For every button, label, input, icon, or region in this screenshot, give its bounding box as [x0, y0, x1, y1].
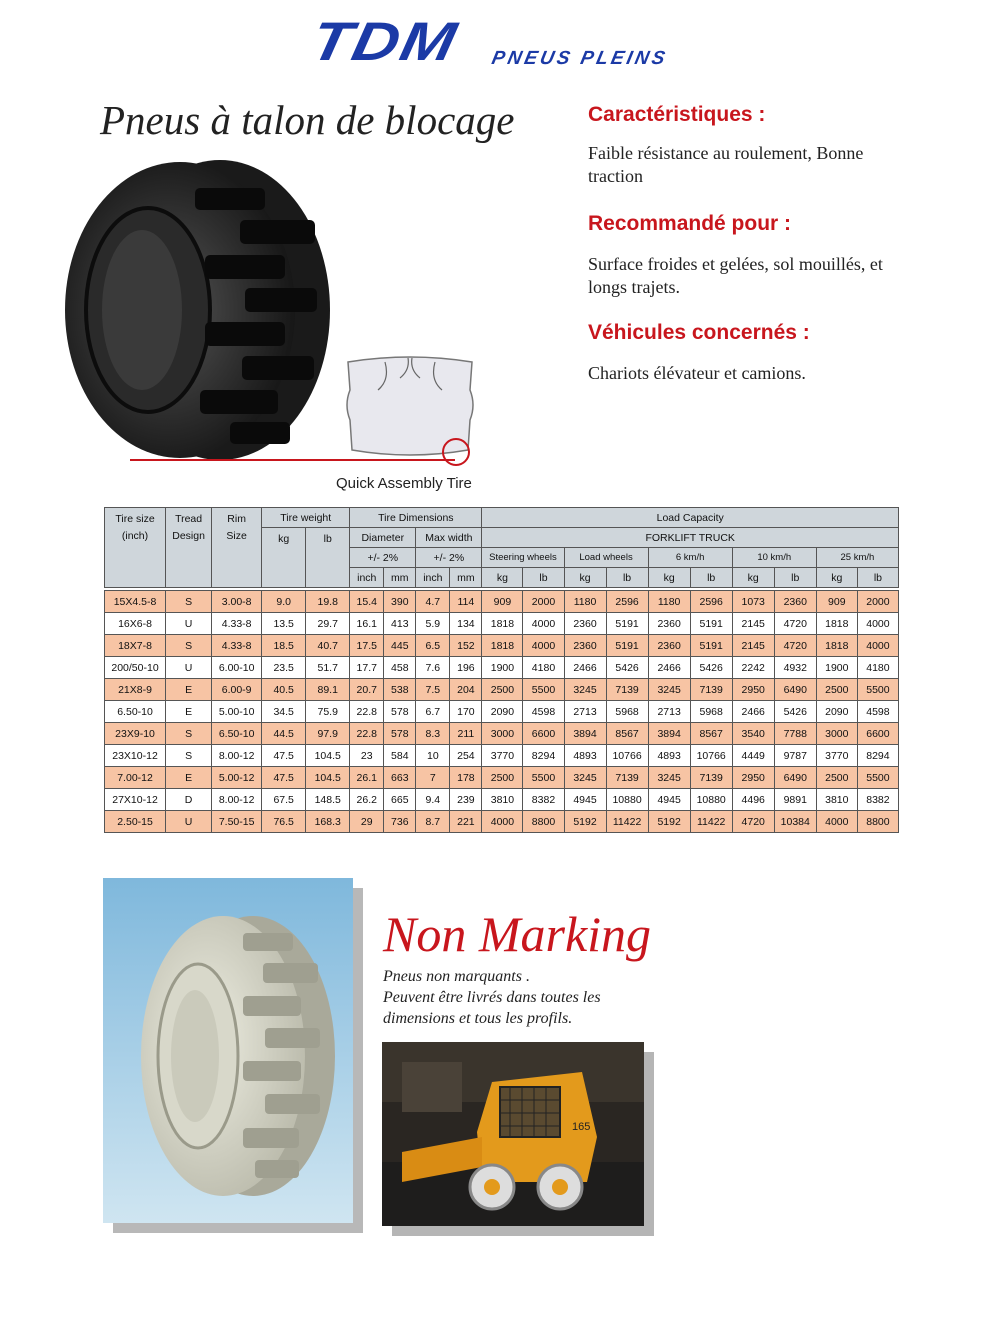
table-cell: 40.5 [262, 679, 306, 701]
table-cell: 114 [450, 591, 482, 613]
table-cell: 4000 [857, 635, 898, 657]
header-diameter: Diameter [350, 528, 416, 548]
brand-logo [305, 10, 698, 76]
table-cell: 2000 [523, 591, 564, 613]
table-cell: 4000 [523, 613, 564, 635]
table-cell: 5968 [690, 701, 732, 723]
header-unit: lb [774, 568, 816, 588]
table-cell: 2145 [732, 635, 774, 657]
table-cell: 663 [384, 767, 416, 789]
table-cell: 3770 [816, 745, 857, 767]
table-cell: 4496 [732, 789, 774, 811]
table-cell: 3894 [564, 723, 606, 745]
table-cell: 4180 [857, 657, 898, 679]
header-unit: mm [384, 568, 416, 588]
table-cell: 6.50-10 [105, 701, 166, 723]
table-cell: 1818 [482, 613, 523, 635]
table-cell: 3.00-8 [212, 591, 262, 613]
table-cell: 3810 [816, 789, 857, 811]
table-cell: 8382 [523, 789, 564, 811]
table-cell: 6.50-10 [212, 723, 262, 745]
table-cell: S [166, 635, 212, 657]
table-row [105, 745, 899, 767]
skid-steer-loader-photo [382, 1042, 644, 1226]
table-cell: 3540 [732, 723, 774, 745]
table-cell: 104.5 [306, 767, 350, 789]
table-cell: 9.0 [262, 591, 306, 613]
table-cell: 2242 [732, 657, 774, 679]
table-cell: 3770 [482, 745, 523, 767]
table-cell: 909 [482, 591, 523, 613]
table-cell: 170 [450, 701, 482, 723]
diagram-label: Quick Assembly Tire [336, 475, 472, 492]
table-cell: 75.9 [306, 701, 350, 723]
header-unit: lb [523, 568, 564, 588]
table-cell: 23.5 [262, 657, 306, 679]
table-cell: 3245 [648, 679, 690, 701]
table-cell: 8.00-12 [212, 745, 262, 767]
table-cell: 2950 [732, 679, 774, 701]
table-cell: 10880 [606, 789, 648, 811]
table-cell: 8800 [523, 811, 564, 833]
table-cell: 5191 [606, 635, 648, 657]
table-cell: 9.4 [416, 789, 450, 811]
header-max-width: Max width [416, 528, 482, 548]
table-cell: 44.5 [262, 723, 306, 745]
table-cell: 8.3 [416, 723, 450, 745]
table-cell: 97.9 [306, 723, 350, 745]
table-cell: 178 [450, 767, 482, 789]
table-cell: 2596 [606, 591, 648, 613]
table-cell: 3000 [816, 723, 857, 745]
table-cell: 5.00-12 [212, 767, 262, 789]
table-cell: 7.5 [416, 679, 450, 701]
header-unit: inch [416, 568, 450, 588]
table-cell: U [166, 657, 212, 679]
table-cell: 21X8-9 [105, 679, 166, 701]
logo-tagline: PNEUS PLEINS [489, 48, 670, 69]
table-cell: 5191 [690, 613, 732, 635]
table-row [105, 789, 899, 811]
header-unit: kg [732, 568, 774, 588]
table-cell: 7 [416, 767, 450, 789]
tire-photo [30, 160, 350, 470]
table-cell: 1900 [816, 657, 857, 679]
header-tire-weight: Tire weight [262, 508, 350, 528]
non-marking-title: Non Marking [383, 906, 652, 962]
table-cell: 8294 [523, 745, 564, 767]
table-cell: 9787 [774, 745, 816, 767]
table-cell: 3894 [648, 723, 690, 745]
table-cell: 1180 [564, 591, 606, 613]
table-cell: 18.5 [262, 635, 306, 657]
table-cell: S [166, 591, 212, 613]
section-text-features: Faible résistance au roulement, Bonne traction [588, 143, 864, 186]
table-cell: 29 [350, 811, 384, 833]
header-6kmh: 6 km/h [648, 548, 732, 568]
table-row [105, 591, 899, 613]
table-cell: 7788 [774, 723, 816, 745]
table-cell: 34.5 [262, 701, 306, 723]
table-cell: 8567 [690, 723, 732, 745]
table-cell: 2360 [774, 591, 816, 613]
table-cell: 4945 [564, 789, 606, 811]
table-cell: 6490 [774, 679, 816, 701]
header-diameter-tolerance: +/- 2% [350, 548, 416, 568]
header-rim: Rim Size [212, 508, 262, 588]
table-cell: 2500 [482, 679, 523, 701]
header-unit: kg [816, 568, 857, 588]
table-cell: 196 [450, 657, 482, 679]
table-cell: 22.8 [350, 723, 384, 745]
table-cell: 11422 [690, 811, 732, 833]
table-cell: 5500 [523, 679, 564, 701]
table-cell: 578 [384, 723, 416, 745]
table-cell: 2466 [732, 701, 774, 723]
header-load-capacity: Load Capacity [482, 508, 899, 528]
table-cell: 168.3 [306, 811, 350, 833]
table-cell: 2145 [732, 613, 774, 635]
section-heading-recommended: Recommandé pour : [588, 212, 792, 235]
table-cell: 584 [384, 745, 416, 767]
table-cell: 47.5 [262, 767, 306, 789]
table-cell: 104.5 [306, 745, 350, 767]
table-cell: 23X10-12 [105, 745, 166, 767]
table-cell: 538 [384, 679, 416, 701]
table-cell: 5968 [606, 701, 648, 723]
table-cell: 16X6-8 [105, 613, 166, 635]
table-cell: 2090 [816, 701, 857, 723]
table-cell: 3245 [648, 767, 690, 789]
table-cell: 5191 [690, 635, 732, 657]
table-cell: 13.5 [262, 613, 306, 635]
table-cell: 3245 [564, 767, 606, 789]
table-cell: U [166, 811, 212, 833]
table-cell: 4000 [857, 613, 898, 635]
table-cell: 578 [384, 701, 416, 723]
header-unit: lb [606, 568, 648, 588]
header-unit: kg [564, 568, 606, 588]
header-load-wheels: Load wheels [564, 548, 648, 568]
table-cell: 10 [416, 745, 450, 767]
header-unit: kg [648, 568, 690, 588]
table-cell: 4720 [774, 613, 816, 635]
table-cell: 2466 [564, 657, 606, 679]
table-cell: 4598 [523, 701, 564, 723]
table-cell: 5192 [648, 811, 690, 833]
table-cell: 11422 [606, 811, 648, 833]
table-cell: U [166, 613, 212, 635]
table-cell: E [166, 679, 212, 701]
table-cell: 1818 [816, 613, 857, 635]
header-unit: mm [450, 568, 482, 588]
table-cell: 4893 [648, 745, 690, 767]
table-cell: 5426 [606, 657, 648, 679]
table-cell: 1180 [648, 591, 690, 613]
table-cell: 15X4.5-8 [105, 591, 166, 613]
table-row [105, 767, 899, 789]
table-cell: 6.7 [416, 701, 450, 723]
table-cell: 6.00-10 [212, 657, 262, 679]
table-cell: 2713 [648, 701, 690, 723]
header-tire-size: Tire size (inch) [105, 508, 166, 588]
header-tread: Tread Design [166, 508, 212, 588]
table-cell: 40.7 [306, 635, 350, 657]
table-cell: 3000 [482, 723, 523, 745]
non-marking-line: Peuvent être livrés dans toutes les [383, 989, 601, 1006]
table-cell: 20.7 [350, 679, 384, 701]
non-marking-line: Pneus non marquants . [383, 968, 530, 985]
table-cell: 458 [384, 657, 416, 679]
table-cell: 148.5 [306, 789, 350, 811]
table-cell: 2000 [857, 591, 898, 613]
table-cell: 4.33-8 [212, 635, 262, 657]
table-cell: 909 [816, 591, 857, 613]
section-text-recommended: Surface froides et gelées, sol mouillés, et longs trajets. [588, 254, 883, 297]
table-cell: 16.1 [350, 613, 384, 635]
header-steering: Steering wheels [482, 548, 564, 568]
table-cell: 239 [450, 789, 482, 811]
table-cell: 5426 [774, 701, 816, 723]
table-row [105, 635, 899, 657]
table-cell: 7139 [606, 679, 648, 701]
table-cell: 254 [450, 745, 482, 767]
table-row [105, 613, 899, 635]
table-cell: 27X10-12 [105, 789, 166, 811]
header-unit: kg [482, 568, 523, 588]
table-cell: 2713 [564, 701, 606, 723]
table-cell: 2950 [732, 767, 774, 789]
tire-spec-table [104, 507, 899, 833]
table-row [105, 811, 899, 833]
table-cell: E [166, 767, 212, 789]
non-marking-line: dimensions et tous les profils. [383, 1010, 573, 1027]
table-cell: 23 [350, 745, 384, 767]
tire-spec-rows [105, 591, 899, 833]
table-cell: 29.7 [306, 613, 350, 635]
section-text-vehicles: Chariots élévateur et camions. [588, 363, 806, 383]
table-cell: 7139 [690, 679, 732, 701]
table-cell: 26.2 [350, 789, 384, 811]
table-cell: 8382 [857, 789, 898, 811]
table-cell: 7139 [690, 767, 732, 789]
table-cell: 413 [384, 613, 416, 635]
table-cell: 4932 [774, 657, 816, 679]
table-cell: 47.5 [262, 745, 306, 767]
table-cell: 134 [450, 613, 482, 635]
table-cell: 76.5 [262, 811, 306, 833]
header-forklift: FORKLIFT TRUCK [482, 528, 899, 548]
table-cell: 8800 [857, 811, 898, 833]
table-cell: 8.7 [416, 811, 450, 833]
table-cell: 4000 [523, 635, 564, 657]
table-cell: 2360 [564, 635, 606, 657]
header-dimensions: Tire Dimensions [350, 508, 482, 528]
table-cell: 7.50-15 [212, 811, 262, 833]
table-row [105, 679, 899, 701]
table-cell: 2360 [648, 613, 690, 635]
header-unit: lb [690, 568, 732, 588]
table-cell: 4720 [732, 811, 774, 833]
table-cell: E [166, 701, 212, 723]
table-cell: 2500 [816, 679, 857, 701]
table-row [105, 657, 899, 679]
table-cell: 18X7-8 [105, 635, 166, 657]
table-cell: 1073 [732, 591, 774, 613]
header-unit: lb [857, 568, 898, 588]
table-cell: 7139 [606, 767, 648, 789]
table-cell: 5426 [690, 657, 732, 679]
table-cell: 665 [384, 789, 416, 811]
table-cell: 15.4 [350, 591, 384, 613]
table-row [105, 701, 899, 723]
table-cell: 3245 [564, 679, 606, 701]
table-cell: 2360 [564, 613, 606, 635]
table-cell: 1818 [816, 635, 857, 657]
header-weight-kg: kg [262, 528, 306, 588]
table-cell: 2500 [816, 767, 857, 789]
header-10kmh: 10 km/h [732, 548, 816, 568]
table-cell: 10880 [690, 789, 732, 811]
table-cell: 51.7 [306, 657, 350, 679]
table-cell: 4893 [564, 745, 606, 767]
table-cell: 6600 [857, 723, 898, 745]
table-cell: 4945 [648, 789, 690, 811]
table-cell: 5191 [606, 613, 648, 635]
table-cell: 4000 [482, 811, 523, 833]
header-25kmh: 25 km/h [816, 548, 898, 568]
table-cell: 6.5 [416, 635, 450, 657]
table-cell: 4449 [732, 745, 774, 767]
table-cell: D [166, 789, 212, 811]
table-cell: 4720 [774, 635, 816, 657]
table-cell: 26.1 [350, 767, 384, 789]
table-cell: 22.8 [350, 701, 384, 723]
table-cell: 5192 [564, 811, 606, 833]
header-weight-lb: lb [306, 528, 350, 588]
table-cell: 445 [384, 635, 416, 657]
table-cell: 4180 [523, 657, 564, 679]
table-cell: 23X9-10 [105, 723, 166, 745]
table-cell: 4.33-8 [212, 613, 262, 635]
table-cell: 204 [450, 679, 482, 701]
table-cell: 1900 [482, 657, 523, 679]
table-cell: 7.00-12 [105, 767, 166, 789]
header-width-tolerance: +/- 2% [416, 548, 482, 568]
table-cell: 5500 [523, 767, 564, 789]
table-cell: 211 [450, 723, 482, 745]
table-cell: 8567 [606, 723, 648, 745]
table-cell: 736 [384, 811, 416, 833]
table-cell: 6600 [523, 723, 564, 745]
table-cell: 17.7 [350, 657, 384, 679]
table-cell: 390 [384, 591, 416, 613]
table-cell: 2.50-15 [105, 811, 166, 833]
table-cell: 7.6 [416, 657, 450, 679]
page-title: Pneus à talon de blocage [100, 97, 515, 143]
table-cell: 6.00-9 [212, 679, 262, 701]
table-cell: 5.00-10 [212, 701, 262, 723]
table-cell: 2500 [482, 767, 523, 789]
non-marking-description [383, 966, 683, 1029]
table-cell: 3810 [482, 789, 523, 811]
table-cell: 2596 [690, 591, 732, 613]
loader-badge: 165 [572, 1121, 591, 1133]
table-row [105, 723, 899, 745]
table-cell: S [166, 723, 212, 745]
table-cell: 4598 [857, 701, 898, 723]
section-heading-features: Caractéristiques : [588, 103, 766, 126]
logo-mark: TDM [305, 10, 464, 72]
table-cell: 4000 [816, 811, 857, 833]
table-cell: 19.8 [306, 591, 350, 613]
quick-assembly-diagram [330, 350, 490, 470]
table-cell: 1818 [482, 635, 523, 657]
table-cell: S [166, 745, 212, 767]
table-cell: 6490 [774, 767, 816, 789]
table-cell: 5500 [857, 767, 898, 789]
table-cell: 5500 [857, 679, 898, 701]
table-cell: 67.5 [262, 789, 306, 811]
table-cell: 17.5 [350, 635, 384, 657]
table-cell: 10766 [690, 745, 732, 767]
table-cell: 8.00-12 [212, 789, 262, 811]
table-cell: 200/50-10 [105, 657, 166, 679]
table-cell: 10384 [774, 811, 816, 833]
table-cell: 4.7 [416, 591, 450, 613]
table-cell: 2360 [648, 635, 690, 657]
table-cell: 9891 [774, 789, 816, 811]
table-cell: 152 [450, 635, 482, 657]
table-cell: 89.1 [306, 679, 350, 701]
section-heading-vehicles: Véhicules concernés : [588, 321, 810, 344]
table-cell: 2090 [482, 701, 523, 723]
table-cell: 221 [450, 811, 482, 833]
header-unit: inch [350, 568, 384, 588]
table-cell: 2466 [648, 657, 690, 679]
non-marking-tire-photo [103, 878, 353, 1223]
table-cell: 10766 [606, 745, 648, 767]
table-cell: 5.9 [416, 613, 450, 635]
table-cell: 8294 [857, 745, 898, 767]
